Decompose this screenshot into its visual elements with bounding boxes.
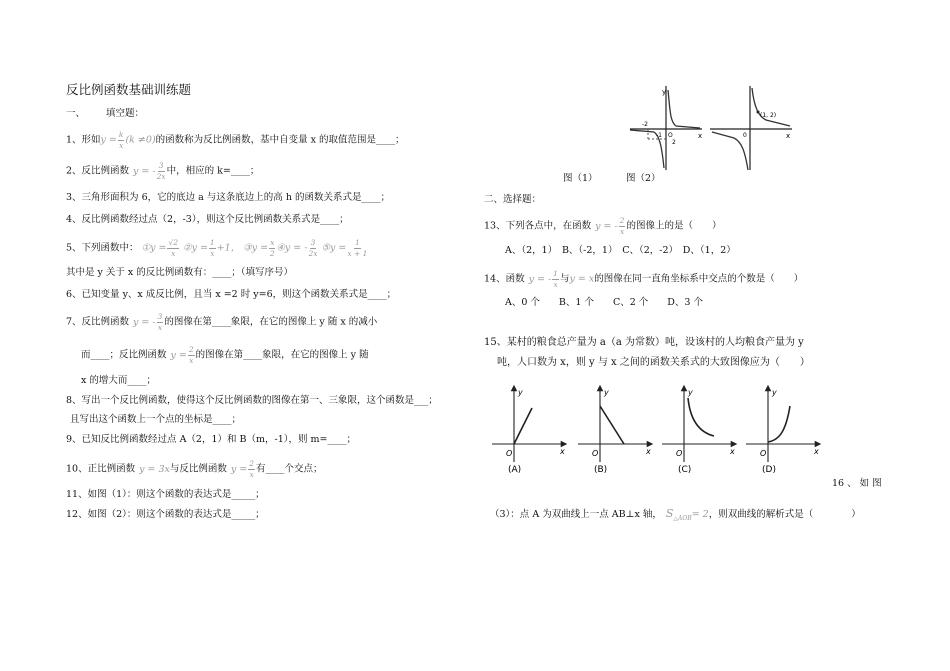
q7-text-end: 的图像在第____象限，在它的图像上 y 随 x 的减小	[164, 316, 378, 328]
q16-text: （3）：点 A 为双曲线上一点 AB⊥x 轴，	[490, 509, 662, 520]
graph-d	[746, 388, 819, 475]
q5-f5-den: x + 1	[347, 248, 368, 258]
question-10	[66, 460, 323, 478]
q5-f5-pre: ⑤y =	[321, 242, 347, 254]
question-9: 9、已知反比例函数经过点 A（2，1）和 B（m，-1），则 m=____；	[66, 434, 357, 445]
q14-fraction	[552, 270, 559, 288]
q1-text: 1、形如	[66, 134, 101, 146]
question-14-options: A、0 个 B、1 个 C、2 个 D、3 个	[505, 297, 703, 308]
figure-1-curve-branch-1	[668, 90, 700, 128]
question-16-start: 16 、 如 图	[832, 478, 882, 489]
graph-a-curve	[514, 408, 532, 444]
figure-1-origin-label: O	[668, 132, 673, 139]
figure-1-tick-b: -1	[656, 132, 662, 139]
q14-numerator: 1	[553, 269, 558, 278]
question-15-graphs	[488, 384, 828, 476]
question-7	[66, 313, 377, 331]
q14-formula-pre: y = -	[528, 273, 552, 285]
q7b-text-end: 的图像在第____象限，在它的图像上 y 随	[195, 349, 369, 361]
graph-c-label[interactable]: (C)	[678, 465, 692, 475]
q7-fraction	[157, 313, 164, 331]
section-label: 填空题：	[106, 108, 145, 119]
q5-f2-num: 1	[209, 238, 215, 247]
question-1	[66, 131, 405, 149]
page-title: 反比例函数基础训练题	[66, 82, 192, 97]
question-5-answer-line: 其中是 y 关于 x 的反比例函数有：____；（填写序号）	[66, 267, 294, 278]
q1-denominator: x	[119, 140, 124, 150]
q1-formula-pre: y =	[100, 134, 117, 146]
q2-text: 2、反比例函数	[66, 165, 130, 177]
q7b-formula-pre: y =	[170, 349, 187, 361]
q5-f1-den: x	[171, 248, 176, 258]
question-4: 4、反比例函数经过点（2，-3），则这个反比例函数关系式是____；	[66, 214, 349, 225]
q5-f2-den: x	[210, 248, 215, 258]
question-12: 12、如图（2）：则这个函数的表达式是_____；	[66, 509, 265, 520]
question-5	[66, 239, 368, 257]
question-7-line3: x 的增大而____；	[81, 375, 156, 386]
question-16-line2	[490, 508, 861, 522]
q16-text-end: ，则双曲线的解析式是（ ）	[708, 509, 861, 520]
section-number: 一、	[66, 108, 86, 119]
graph-d-x-label: x	[814, 447, 819, 456]
q7-formula-pre: y = -	[133, 316, 156, 328]
q5-f1-num: √2	[168, 238, 179, 247]
q14-text: 14、函数	[484, 273, 525, 285]
figures-1-2	[626, 84, 792, 172]
q13-fraction	[619, 217, 626, 235]
q13-text: 13、下列各点中，在函数	[484, 220, 592, 232]
q1-numerator: k	[118, 130, 124, 139]
q5-f2-fraction	[209, 239, 216, 257]
q5-text: 5、下列函数中：	[66, 242, 139, 254]
figure-2-point-label: (1, 2)	[760, 112, 777, 119]
section-fill-blank	[66, 109, 144, 119]
q10-text-end: 有____个交点；	[256, 463, 323, 475]
q5-f3-post: ④y = -	[276, 242, 308, 254]
q10-text-mid: 与反比例函数	[169, 463, 227, 475]
q14-text-mid: 与	[559, 273, 570, 285]
graph-c-origin: O	[676, 449, 683, 458]
graph-b-label[interactable]: (B)	[594, 465, 608, 475]
figure-2-graph	[710, 86, 792, 170]
q7-numerator: 3	[157, 312, 163, 321]
q7b-numerator: 2	[188, 345, 194, 354]
graph-c-y-label: y	[688, 388, 693, 397]
q5-f4-fraction	[308, 239, 317, 257]
q16-area-subscript: △AOB	[673, 515, 692, 522]
q2-fraction	[157, 162, 166, 180]
question-3: 3、三角形面积为 6，它的底边 a 与这条底边上的高 h 的函数关系式是____；	[66, 192, 390, 203]
q14-linear: y = x	[569, 273, 595, 285]
q10-fraction	[248, 460, 255, 478]
q10-linear: y = 3x	[139, 463, 170, 475]
question-6: 6、已知变量 y、x 成反比例，且当 x =2 时 y=6，则这个函数关系式是____；	[66, 289, 397, 300]
graph-b-x-label: x	[646, 447, 651, 456]
graph-c-x-label: x	[730, 447, 735, 456]
question-7-line2	[81, 346, 369, 364]
graph-d-label[interactable]: (D)	[762, 465, 776, 475]
q5-f3-fraction	[269, 239, 275, 257]
graph-a-x-label: x	[560, 447, 565, 456]
question-15-line2: 吨，人口数为 x，则 y 与 x 之间的函数关系式的大致图像应为（ ）	[497, 357, 810, 368]
q5-f2-pre: ②y =	[183, 242, 208, 254]
graph-d-origin: O	[760, 449, 767, 458]
q2-text-end: 中，相应的 k=____；	[166, 165, 260, 177]
q2-numerator: 3	[158, 161, 164, 170]
figure-2-curve-branch-1	[752, 88, 790, 126]
graph-c-curve	[688, 398, 714, 436]
q16-area-value: = 2	[691, 509, 709, 520]
q2-formula-pre: y = -	[133, 165, 156, 177]
q13-text-end: 的图像上的是（ ）	[626, 220, 722, 232]
graph-a-y-label: y	[518, 388, 523, 397]
question-11: 11、如图（1）：则这个函数的表达式是_____；	[66, 489, 265, 500]
q5-f5-num: 1	[355, 238, 360, 247]
figure-1-graph	[630, 86, 702, 170]
graph-b-origin: O	[592, 449, 599, 458]
q5-f5-fraction	[347, 239, 367, 257]
figure-2-x-label: x	[786, 132, 791, 140]
q7-denominator: x	[157, 322, 163, 332]
q10-denominator: x	[249, 469, 254, 479]
question-8-line2: 且写出这个函数上一个点的坐标是____；	[70, 414, 242, 425]
q14-denominator: x	[553, 279, 558, 289]
q7b-denominator: x	[189, 355, 194, 365]
q5-f3-num: x	[270, 238, 275, 247]
q7b-fraction	[188, 346, 195, 364]
question-15: 15、某村的粮食总产量为 a（a 为常数）吨，设该村的人均粮食产量为 y	[484, 337, 804, 348]
graph-b	[578, 388, 651, 475]
q5-f4-den: 2x	[308, 248, 318, 258]
q5-f1-fraction	[167, 239, 179, 257]
q7b-text: 而____；反比例函数	[81, 349, 167, 361]
graph-b-y-label: y	[604, 388, 609, 397]
figure-1-caption: 图（1）	[563, 173, 598, 184]
graph-b-curve	[600, 406, 624, 444]
question-8: 8、写出一个反比例函数，使得这个反比例函数的图像在第一、三象限，这个函数是___；	[66, 395, 438, 406]
q14-text-end: 的图像在同一直角坐标系中交点的个数是（ ）	[594, 273, 804, 285]
graph-d-curve	[768, 406, 790, 442]
figure-1-x-label: x	[698, 132, 703, 140]
question-14	[484, 270, 803, 288]
q13-formula-pre: y = -	[595, 220, 618, 232]
q5-f2-post: +1，	[216, 242, 241, 254]
q16-area-symbol: S	[665, 507, 674, 520]
q10-text: 10、正比例函数	[66, 463, 136, 475]
question-2	[66, 162, 259, 180]
q13-numerator: 2	[619, 216, 625, 225]
figure-1-tick-c: 2	[672, 139, 676, 146]
q2-denominator: 2x	[156, 171, 166, 181]
q10-formula-pre: y =	[230, 463, 248, 475]
question-13-options: A、（2，1） B、（-2，1） C、（2，-2） D、（1，2）	[505, 245, 736, 256]
q1-fraction	[118, 131, 125, 149]
graph-a-origin: O	[506, 449, 513, 458]
figure-1-y-label: y	[662, 88, 667, 96]
q5-f3-den: 2	[269, 248, 275, 258]
q1-text-end: 的函数称为反比例函数，基中自变量 x 的取值范围是____；	[155, 134, 405, 146]
graph-a	[492, 388, 565, 475]
figure-2-caption: 图（2）	[626, 173, 661, 184]
graph-d-y-label: y	[772, 388, 777, 397]
q13-denominator: x	[619, 226, 625, 236]
q10-numerator: 2	[249, 459, 255, 468]
figure-1-tick-a: -2	[642, 121, 648, 128]
question-13	[484, 217, 721, 235]
q1-formula-post: (k ≠0)	[125, 134, 156, 146]
q7-text: 7、反比例函数	[66, 316, 130, 328]
q5-f1-pre: ①y =	[141, 242, 167, 254]
section-multiple-choice: 二、选择题：	[484, 194, 542, 205]
q5-f4-num: 3	[310, 238, 316, 247]
figure-2-origin-label: 0	[743, 132, 747, 139]
graph-c	[662, 388, 735, 475]
graph-a-label[interactable]: (A)	[508, 465, 522, 475]
q5-f3-pre: ③y =	[243, 242, 269, 254]
